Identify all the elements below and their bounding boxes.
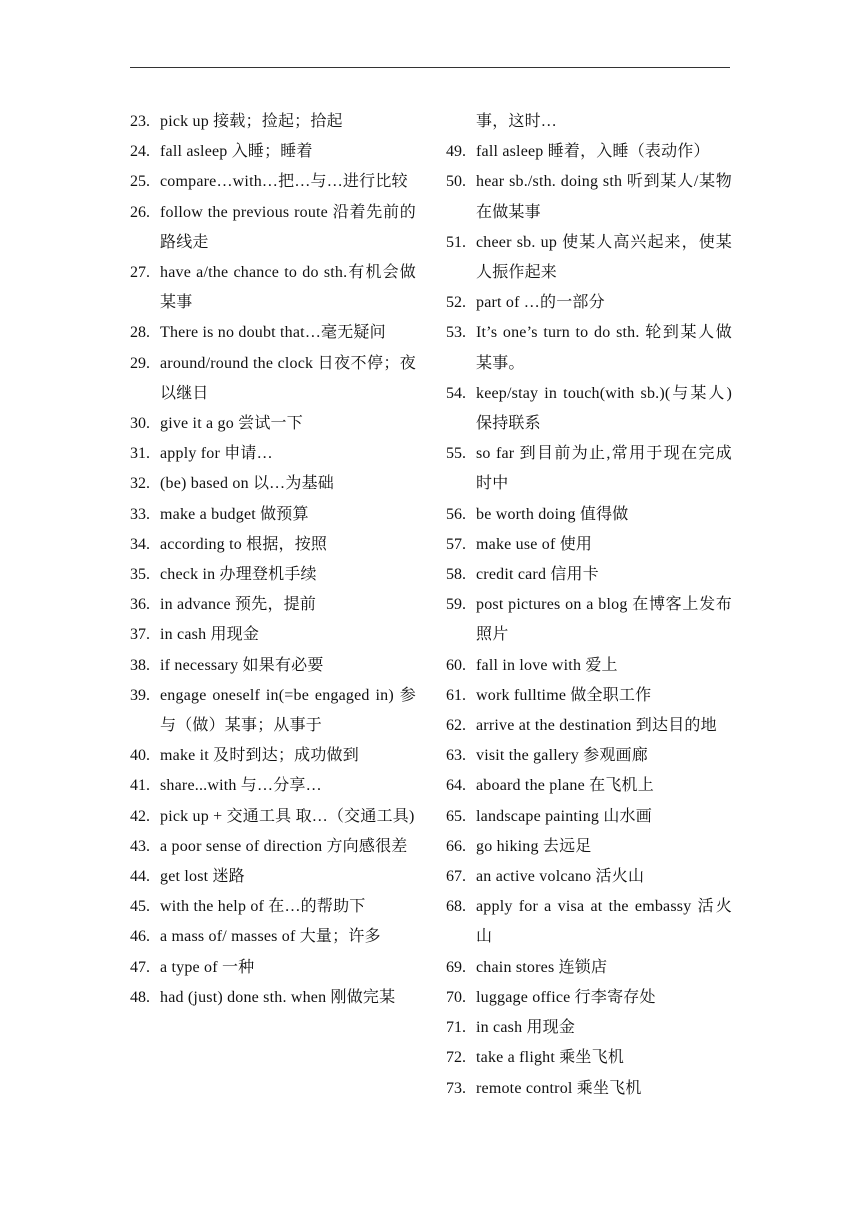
item-number: 50. (446, 173, 466, 191)
item-text: post pictures on a blog 在博客上发布照片 (476, 596, 732, 644)
list-item (130, 198, 416, 258)
item-number: 32. (130, 475, 150, 493)
list-item (446, 1074, 732, 1104)
item-text: engage oneself in(=be engaged in) 参与（做）某事；从事于 (160, 686, 416, 735)
item-text: landscape painting 山水画 (476, 807, 652, 825)
list-item (130, 741, 416, 771)
item-text: chain stores 连锁店 (476, 958, 608, 976)
list-item (446, 167, 732, 227)
item-text: make use of 使用 (476, 535, 593, 553)
item-number: 57. (446, 535, 466, 553)
list-item (130, 409, 416, 439)
item-number: 41. (130, 777, 150, 795)
item-number: 73. (446, 1079, 466, 1097)
item-number: 55. (446, 445, 466, 463)
item-number: 25. (130, 173, 150, 191)
item-number: 69. (446, 958, 466, 976)
item-text: get lost 迷路 (160, 868, 245, 886)
item-number: 58. (446, 566, 466, 584)
list-item (446, 288, 732, 318)
list-item (446, 590, 732, 650)
item-text: (be) based on 以…为基础 (160, 475, 334, 493)
item-number: 72. (446, 1049, 466, 1067)
item-number: 48. (130, 988, 150, 1006)
item-number: 65. (446, 807, 466, 825)
item-text: check in 办理登机手续 (160, 566, 317, 584)
item-text: if necessary 如果有必要 (160, 656, 324, 674)
list-item (130, 862, 416, 892)
item-text: around/round the clock 日夜不停；夜以继日 (160, 354, 416, 402)
item-text: so far 到目前为止,常用于现在完成时中 (476, 445, 732, 493)
item-text: a type of 一种 (160, 958, 255, 976)
item-number: 44. (130, 868, 150, 886)
item-number: 27. (130, 264, 150, 282)
list-item (130, 953, 416, 983)
item-text: be worth doing 值得做 (476, 505, 629, 523)
item-number: 62. (446, 717, 466, 735)
item-text: make it 及时到达；成功做到 (160, 747, 359, 765)
item-number: 31. (130, 445, 150, 463)
list-item (446, 1013, 732, 1043)
item-text: a mass of/ masses of 大量；许多 (160, 928, 381, 946)
item-text: pick up + 交通工具 取…（交通工具) (160, 807, 415, 825)
item-text: an active volcano 活火山 (476, 868, 645, 886)
item-text: in cash 用现金 (160, 626, 260, 644)
item-number: 67. (446, 868, 466, 886)
list-item (446, 651, 732, 681)
left-column (130, 107, 416, 1013)
item-number: 46. (130, 928, 150, 946)
item-text: go hiking 去远足 (476, 837, 592, 855)
item-number: 29. (130, 354, 150, 372)
item-text: in cash 用现金 (476, 1019, 576, 1037)
item-number: 30. (130, 415, 150, 433)
item-number: 28. (130, 324, 150, 342)
item-number: 71. (446, 1019, 466, 1037)
item-text: in advance 预先，提前 (160, 596, 317, 614)
list-item (446, 862, 732, 892)
list-item (446, 771, 732, 801)
list-item (446, 560, 732, 590)
list-item (130, 983, 416, 1013)
list-item (130, 620, 416, 650)
item-number: 23. (130, 113, 150, 130)
item-text: fall asleep 入睡；睡着 (160, 143, 313, 161)
item-text: work fulltime 做全职工作 (476, 686, 652, 704)
item-text: hear sb./sth. doing sth 听到某人/某物在做某事 (476, 173, 732, 221)
item-number: 40. (130, 747, 150, 765)
item-number: 38. (130, 656, 150, 674)
item-text: There is no doubt that…毫无疑问 (160, 324, 386, 342)
list-item (130, 530, 416, 560)
list-item (446, 953, 732, 983)
item-number: 42. (130, 807, 150, 825)
item-text: make a budget 做预算 (160, 505, 309, 523)
list-item (446, 681, 732, 711)
item-text: It’s one’s turn to do sth. 轮到某人做某事。 (476, 324, 732, 372)
list-item (446, 892, 732, 952)
item-number: 36. (130, 596, 150, 614)
list-item (130, 771, 416, 801)
list-item (130, 469, 416, 499)
list-item (130, 500, 416, 530)
item-text: keep/stay in touch(with sb.)(与某人)保持联系 (476, 384, 732, 433)
item-text: share...with 与…分享… (160, 777, 322, 795)
item-number: 26. (130, 203, 150, 221)
item-number: 66. (446, 837, 466, 855)
item-number: 37. (130, 626, 150, 644)
item-text: cheer sb. up 使某人高兴起来，使某人振作起来 (476, 233, 732, 282)
item-number: 54. (446, 384, 466, 402)
list-item (130, 318, 416, 348)
list-item (130, 137, 416, 167)
item-number: 56. (446, 505, 466, 523)
list-item (130, 832, 416, 862)
item-number: 52. (446, 294, 466, 312)
list-item (130, 590, 416, 620)
list-item (446, 500, 732, 530)
item-text: follow the previous route 沿着先前的路线走 (160, 203, 416, 251)
item-text: give it a go 尝试一下 (160, 415, 303, 433)
item-text: according to 根据，按照 (160, 535, 328, 553)
list-item (130, 651, 416, 681)
item-text: fall in love with 爱上 (476, 656, 618, 674)
list-item (446, 318, 732, 378)
item-text: visit the gallery 参观画廊 (476, 747, 648, 765)
list-item (446, 530, 732, 560)
item-text: with the help of 在…的帮助下 (160, 898, 366, 916)
item-number: 68. (446, 898, 466, 916)
list-item (446, 1043, 732, 1073)
item-text: a poor sense of direction 方向感很差 (160, 837, 408, 855)
item-number: 60. (446, 656, 466, 674)
item-text: luggage office 行李寄存处 (476, 988, 656, 1006)
item-text: remote control 乘坐飞机 (476, 1079, 642, 1097)
item-number: 35. (130, 566, 150, 584)
item-number: 43. (130, 837, 150, 855)
item-number: 33. (130, 505, 150, 523)
item-number: 70. (446, 988, 466, 1006)
item-text: arrive at the destination 到达目的地 (476, 717, 717, 735)
item-text: had (just) done sth. when 刚做完某 (160, 988, 396, 1006)
header-rule (130, 67, 730, 68)
item-number: 45. (130, 898, 150, 916)
list-item (446, 137, 732, 167)
item-text: apply for 申请… (160, 445, 273, 463)
item-number: 47. (130, 958, 150, 976)
item-text: apply for a visa at the embassy 活火山 (476, 898, 732, 946)
item-number: 24. (130, 143, 150, 161)
list-item (130, 922, 416, 952)
list-item (130, 107, 416, 137)
item-number: 49. (446, 143, 466, 161)
list-item (446, 802, 732, 832)
item-text: take a flight 乘坐飞机 (476, 1049, 625, 1067)
item-text: compare…with…把…与…进行比较 (160, 173, 408, 191)
item-number: 64. (446, 777, 466, 795)
item-text: credit card 信用卡 (476, 566, 599, 584)
right-column (446, 107, 732, 1104)
list-item (446, 379, 732, 439)
item-text: pick up 接载；捡起；拾起 (160, 113, 343, 130)
list-item (130, 560, 416, 590)
item-number: 63. (446, 747, 466, 765)
item-number: 39. (130, 686, 150, 704)
list-item (130, 892, 416, 922)
continuation-text: 事，这时… (476, 113, 558, 130)
list-item (446, 711, 732, 741)
item-number: 53. (446, 324, 466, 342)
item-number: 61. (446, 686, 466, 704)
list-item (446, 228, 732, 288)
item-text: have a/the chance to do sth.有机会做某事 (160, 264, 416, 312)
item-number: 34. (130, 535, 150, 553)
item-text: aboard the plane 在飞机上 (476, 777, 654, 795)
item-number: 51. (446, 233, 466, 251)
item-text: part of …的一部分 (476, 294, 605, 312)
list-item (446, 832, 732, 862)
list-item (130, 349, 416, 409)
item-number: 59. (446, 596, 466, 614)
list-item (446, 439, 732, 499)
list-item (130, 802, 416, 832)
list-item (130, 167, 416, 197)
list-item (130, 681, 416, 741)
list-item (130, 258, 416, 318)
list-item (130, 439, 416, 469)
list-item (446, 741, 732, 771)
item-text: fall asleep 睡着，入睡（表动作） (476, 143, 710, 161)
list-item (446, 983, 732, 1013)
